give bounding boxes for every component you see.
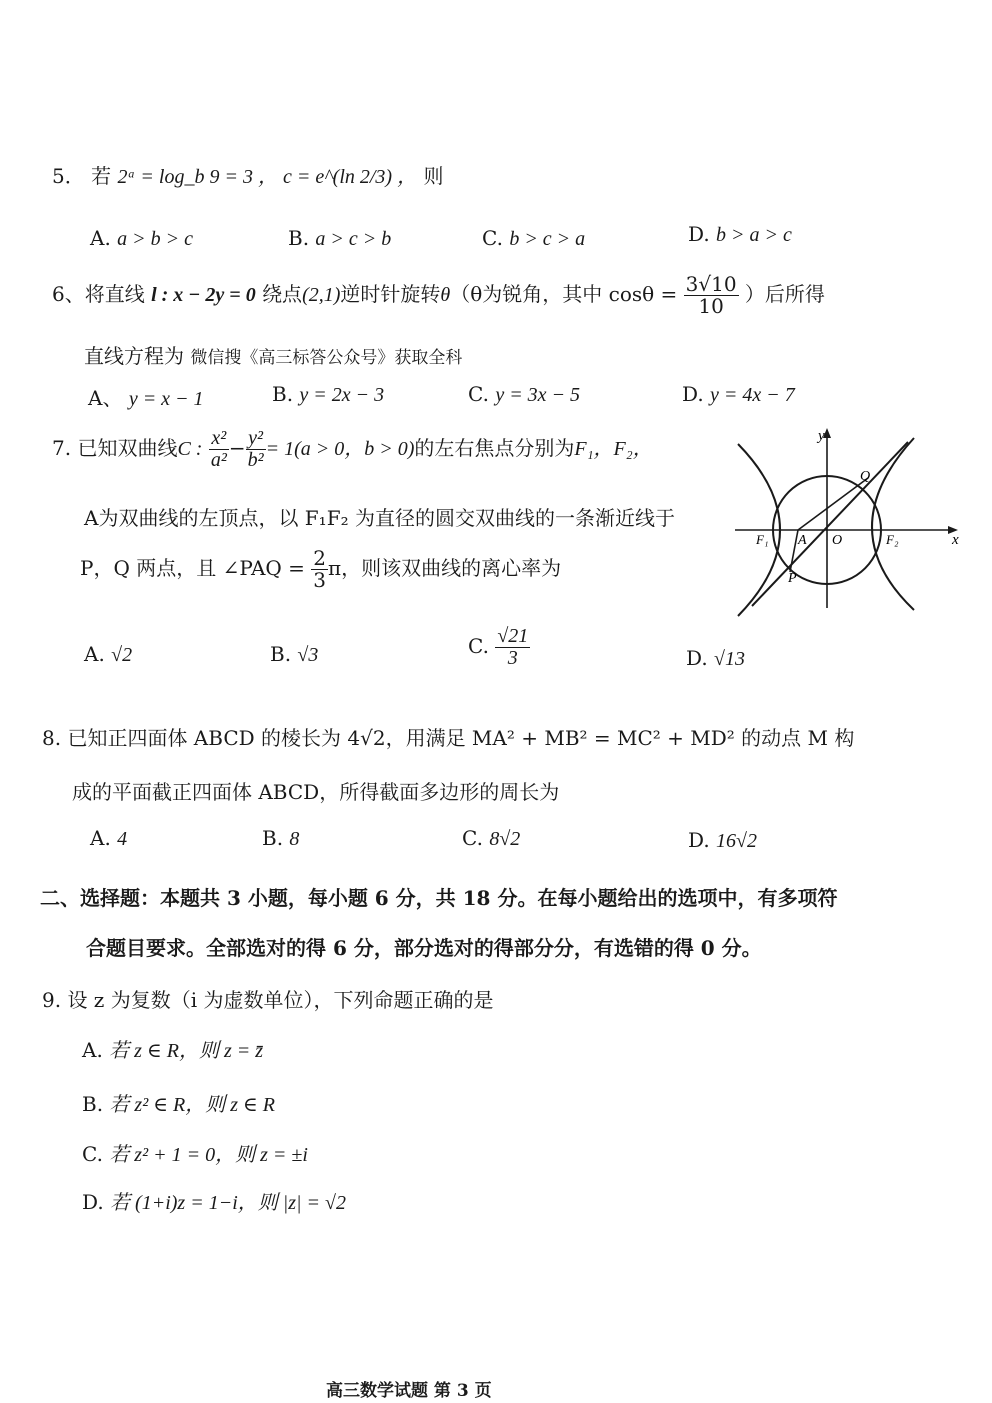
label-p: P	[788, 571, 797, 586]
q5-stem: 5． 若 2ᵃ = log_b 9 = 3 ， c = e^(ln 2/3) ， 则	[52, 164, 444, 188]
watermark-text: 微信搜《高三标答公众号》获取全科	[190, 348, 463, 368]
q9-option-a[interactable]: A. 若 z ∈ R，则 z = z̄	[82, 1038, 264, 1062]
q8-option-a[interactable]: A. 4	[90, 826, 128, 850]
q6-cos-fraction: $\frac{3√10}{10}$	[685, 272, 737, 318]
hyperbola-right-branch	[872, 438, 914, 610]
q8-stem-line2: 成的平面截正四面体 ABCD，所得截面多边形的周长为	[72, 780, 560, 804]
q5-option-a[interactable]: A. a > b > c	[90, 226, 194, 250]
q5-option-b[interactable]: B. a > c > b	[288, 226, 392, 250]
q8-option-d[interactable]: D. 16√2	[688, 828, 758, 852]
label-f2: F₂	[886, 532, 899, 547]
q7-option-c[interactable]: C. $\frac{√21}{3}$	[468, 625, 529, 669]
segment-ap	[790, 530, 798, 572]
q9-option-c[interactable]: C. 若 z² + 1 = 0，则 z = ±i	[82, 1142, 308, 1166]
q7-option-b[interactable]: B. √3	[270, 642, 319, 666]
label-f1: F₁	[756, 532, 769, 547]
q6-option-b[interactable]: B. y = 2x − 3	[272, 382, 385, 406]
q6-option-d[interactable]: D. y = 4x − 7	[682, 382, 795, 406]
q7-option-a[interactable]: A. √2	[84, 642, 133, 666]
q7-option-d[interactable]: D. √13	[686, 646, 746, 670]
q7-number: 7.	[52, 436, 72, 460]
q5-option-c[interactable]: C. b > c > a	[482, 226, 586, 250]
label-a: A	[798, 533, 807, 548]
label-q: Q	[860, 469, 871, 484]
label-o: O	[832, 533, 843, 548]
q7-stem-line3: P，Q 两点，且 ∠PAQ = $\frac{2}{3}$ π，则该双曲线的离心率为	[80, 546, 562, 592]
q9-stem: 9. 设 z 为复数（i 为虚数单位），下列命题正确的是	[42, 988, 494, 1012]
q6-number: 6、	[52, 282, 85, 306]
q8-option-b[interactable]: B. 8	[262, 826, 300, 850]
q9-option-d[interactable]: D. 若 (1+i)z = 1−i，则 |z| = √2	[82, 1190, 347, 1214]
page-footer: 高三数学试题 第 3 页	[326, 1381, 492, 1401]
q5-math: 2ᵃ = log_b 9 = 3 ， c = e^(ln 2/3) ，	[117, 166, 418, 188]
q7-stem-line1: 7. 已知双曲线C : $\frac{\text{x²}}{\text{a²}}$ − $\frac{\text{y²}}{\text{b²}}$ = 1(a > 0，b > 0)的左右焦点分别为F₁，F₂，	[52, 427, 653, 471]
q5-option-d[interactable]: D. b > a > c	[688, 222, 792, 246]
section2-instructions: 合题目要求。全部选对的得 6 分，部分选对的得部分分，有选错的得 0 分。	[86, 936, 762, 960]
q6-option-c[interactable]: C. y = 3x − 5	[468, 382, 581, 406]
q6-stem-line2: 直线方程为 微信搜《高三标答公众号》获取全科	[84, 344, 463, 368]
q6-stem-line1: 6、将直线 l : x − 2y = 0 绕点(2,1)逆时针旋转θ（θ为锐角，其中 cosθ = $\frac{3√10}{10}$ ）后所得	[52, 272, 825, 318]
q6-option-a[interactable]: A、 y = x − 1	[88, 386, 204, 410]
q8-stem-line1: 8. 已知正四面体 ABCD 的棱长为 4√2，用满足 MA² + MB² = MC² + MD² 的动点 M 构	[42, 726, 855, 750]
q9-option-b[interactable]: B. 若 z² ∈ R，则 z ∈ R	[82, 1092, 276, 1116]
q7-stem-line2: A为双曲线的左顶点，以 F₁F₂ 为直径的圆交双曲线的一条渐近线于	[84, 506, 675, 530]
label-x: x	[952, 532, 959, 548]
section2-heading: 二、选择题：本题共 3 小题，每小题 6 分，共 18 分。在每小题给出的选项中，有多项符	[40, 886, 838, 910]
label-y: y	[818, 428, 825, 444]
q7-fraction-x: $\frac{\text{x²}}{\text{a²}}$	[210, 427, 227, 471]
q8-option-c[interactable]: C. 8√2	[462, 826, 521, 850]
q8-number: 8.	[42, 726, 62, 750]
asymptote-line	[752, 442, 908, 606]
hyperbola-figure	[730, 420, 970, 620]
q7-angle-fraction: $\frac{2}{3}$	[313, 546, 326, 592]
q5-number: 5．	[52, 164, 85, 188]
q9-number: 9.	[42, 988, 62, 1012]
q7-fraction-y: $\frac{\text{y²}}{\text{b²}}$	[247, 427, 264, 471]
